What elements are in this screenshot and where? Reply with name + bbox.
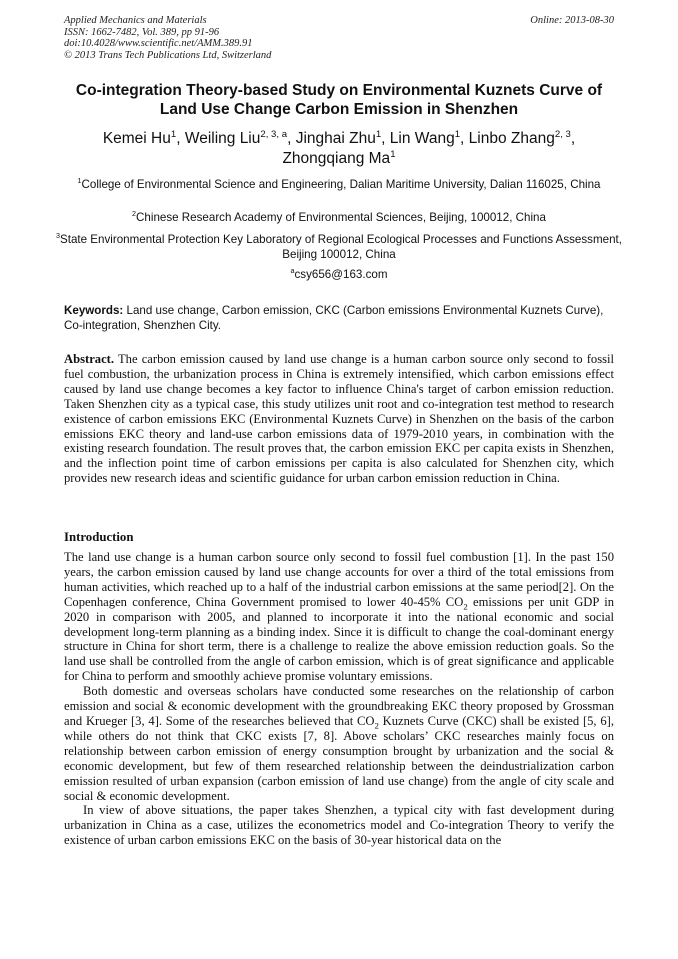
author: Kemei Hu$^1$, bbox=[102, 128, 185, 147]
title-line-2: Land Use Change Carbon Emission in Shenzhen bbox=[159, 101, 519, 118]
affiliation: $^3$State Environmental Protection Key Laboratory of Regional Ecological Processes and Functions Assessment, Beijing 100012, China bbox=[56, 231, 622, 261]
email-line: $^a$csy656@163.com bbox=[290, 266, 388, 281]
doi-line: doi:10.4028/www.scientific.net/AMM.389.91 bbox=[64, 38, 253, 50]
journal-name: Applied Mechanics and Materials bbox=[64, 15, 207, 26]
copyright-line: © 2013 Trans Tech Publications Ltd, Switzerland bbox=[64, 49, 272, 61]
abstract-label: Abstract. bbox=[64, 352, 115, 366]
section-heading: Introduction bbox=[64, 530, 134, 544]
introduction-body bbox=[64, 550, 614, 848]
affiliation: $^2$Chinese Research Academy of Environmental Sciences, Beijing, 100012, China bbox=[132, 209, 546, 224]
author: Jinghai Zhu$^1$, bbox=[295, 128, 390, 147]
journal-header bbox=[64, 15, 614, 61]
paragraph: Both domestic and overseas scholars have conducted some researches on the relationship of carbon emission and social & economic development with the groundbreaking EKC theory proposed by Grossman and Krueger [3, 4]. Some of the researches believed that $CO_2$ Kuznets Curve (CKC) shall be existed [5, 6], while others do not think that CKC exists [7, 8]. Above scholars’ CKC researches mainly focus on relationship between carbon emission of energy consumption brought by urbanization and the social & economic development, but few of them researched relationship between the deindustrialization carbon emission resulted of urban expansion (carbon emission of land use change) from the angle of city scale and social & economic development. bbox=[64, 684, 614, 803]
keywords bbox=[64, 303, 614, 333]
paragraph: In view of above situations, the paper takes Shenzhen, a typical city with fast development during urbanization in China as a case, utilizes the econometrics model and Co-integration Theory to verify the existence of urban carbon emissions EKC on the basis of 30-year historical data on the bbox=[64, 803, 614, 848]
affiliation: $^1$College of Environmental Science and Engineering, Dalian Maritime University, Dalian 116025, China bbox=[77, 176, 601, 191]
abstract bbox=[64, 352, 614, 486]
issn-line: ISSN: 1662-7482, Vol. 389, pp 91-96 bbox=[64, 26, 220, 38]
online-date: Online: 2013-08-30 bbox=[530, 15, 614, 26]
author-list bbox=[40, 129, 638, 169]
abstract-text: The carbon emission caused by land use change is a human carbon source only second to fossil fuel combustion, the urbanization process in China is extremely intensified, which carbon emissions effect caused by land use change becomes a key factor to influence China's target of carbon emission reduction. Taken Shenzhen city as a typical case, this study utilizes unit root and co-integration test method to research existence of carbon emissions EKC (Environmental Kuznets Curve) in Shenzhen on the basis of the carbon emissions EKC theory and land-use carbon emissions data of 1979-2010 years, in combination with the existing research foundation. The result proves that, the carbon emission EKC per capita exists in Shenzhen, and the inflection point time of carbon emissions per capita is also calculated for Shenzhen city, which provides new research ideas and scientific guidance for urban carbon emission reduction in China. bbox=[64, 352, 614, 486]
author: Lin Wang$^1$, bbox=[389, 128, 469, 147]
author: Weiling Liu$^{2, 3, a}$, bbox=[184, 128, 296, 147]
author: Linbo Zhang$^{2, 3}$, bbox=[468, 128, 576, 147]
author: Zhongqiang Ma$^1$ bbox=[282, 148, 396, 167]
paper-title bbox=[40, 81, 638, 119]
title-line-1: Co-integration Theory-based Study on Environmental Kuznets Curve of bbox=[75, 82, 603, 99]
keywords-label: Keywords: bbox=[64, 304, 124, 317]
paragraph: The land use change is a human carbon source only second to fossil fuel combustion [1]. In the past 150 years, the carbon emission caused by land use change accounts for over a third of the total emissions from human activities, which reached up to a half of the industrial carbon emissions at the same period[2]. On the Copenhagen conference, China Government promised to lower 40-45% $CO_2$ emissions per unit GDP in 2020 in comparison with 2005, and planned to incorporate it into the national economic and social development long-term planning as a binding index. Since it is difficult to change the coal-dominant energy structure in China for short term, there is a challenge to realize the above emission reduction goals. So the land use shall be controlled from the angle of carbon emission, which is of great significance and applicable for China to perform and smoothly achieve promise voluntary emissions. bbox=[64, 550, 614, 684]
keywords-text: Land use change, Carbon emission, CKC (Carbon emissions Environmental Kuznets Curve), Co-integration, Shenzhen City. bbox=[64, 304, 604, 332]
